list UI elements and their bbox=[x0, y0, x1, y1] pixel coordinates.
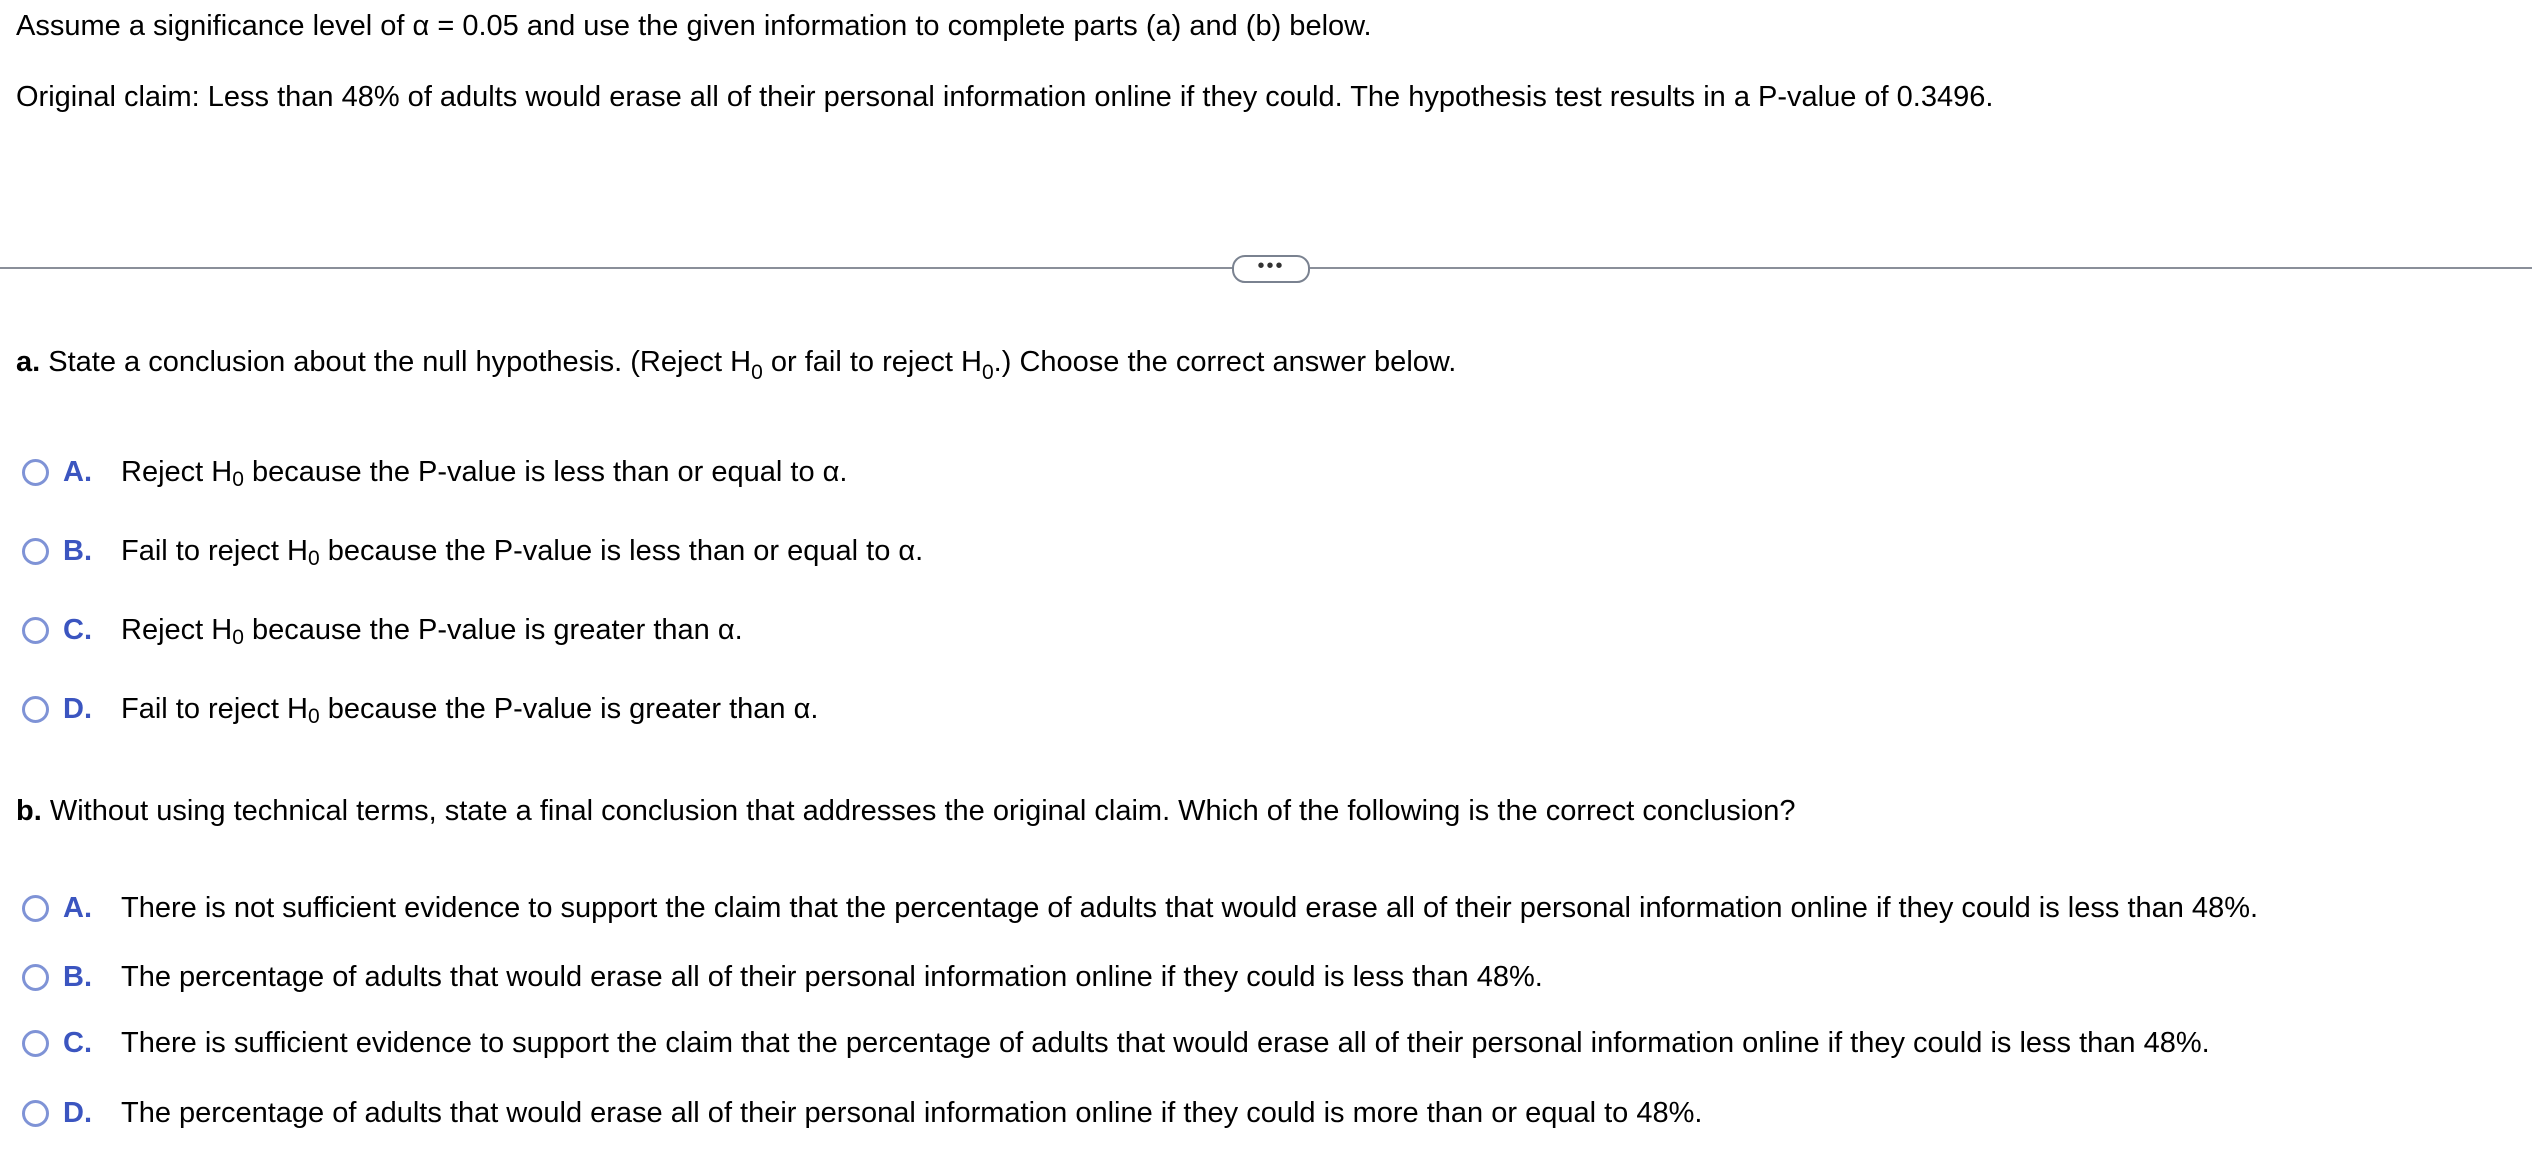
part-a-question bbox=[16, 344, 1456, 383]
radio-button[interactable] bbox=[22, 617, 49, 644]
part-b-option-d[interactable] bbox=[22, 1095, 1702, 1131]
part-b-label: b. bbox=[16, 795, 42, 827]
option-letter: C. bbox=[63, 1027, 92, 1059]
part-b-option-b[interactable] bbox=[22, 959, 1543, 995]
option-text: Fail to reject H bbox=[121, 535, 308, 567]
question-text: or fail to reject H bbox=[762, 346, 982, 378]
option-text: because the P-value is greater than α. bbox=[319, 693, 819, 725]
subscript: 0 bbox=[307, 547, 320, 570]
part-b-option-a[interactable] bbox=[22, 890, 2258, 926]
subscript: 0 bbox=[232, 468, 244, 491]
part-a-option-a[interactable] bbox=[22, 454, 847, 490]
option-text: Fail to reject H bbox=[121, 693, 308, 725]
option-text: because the P-value is greater than α. bbox=[243, 614, 743, 646]
radio-button[interactable] bbox=[22, 459, 49, 486]
option-text: because the P-value is less than or equal to α. bbox=[319, 535, 924, 567]
question-text: State a conclusion about the null hypothesis. (Reject H bbox=[48, 346, 752, 378]
option-letter: A. bbox=[63, 892, 92, 924]
subscript: 0 bbox=[232, 626, 244, 649]
option-text: Reject H bbox=[121, 456, 233, 488]
question-text: .) Choose the correct answer below. bbox=[993, 346, 1457, 378]
part-a-option-c[interactable] bbox=[22, 612, 743, 648]
option-text: There is sufficient evidence to support the claim that the percentage of adults that would erase all of their personal information online if they could is less than 48%. bbox=[121, 1027, 2210, 1059]
radio-button[interactable] bbox=[22, 1030, 49, 1057]
original-claim: Original claim: Less than 48% of adults would erase all of their personal information online if they could. The hypothesis test results in a P-value of 0.3496. bbox=[16, 81, 1994, 113]
subscript: 0 bbox=[751, 361, 763, 384]
part-a-option-b[interactable] bbox=[22, 533, 923, 569]
radio-button[interactable] bbox=[22, 538, 49, 565]
subscript: 0 bbox=[981, 361, 994, 384]
instructions: Assume a significance level of α = 0.05 and use the given information to complete parts (a) and (b) below. bbox=[16, 10, 1372, 42]
option-letter: A. bbox=[63, 456, 92, 488]
part-b-question bbox=[16, 793, 1796, 829]
option-text: There is not sufficient evidence to support the claim that the percentage of adults that would erase all of their personal information online if they could is less than 48%. bbox=[121, 892, 2259, 924]
radio-button[interactable] bbox=[22, 895, 49, 922]
option-letter: D. bbox=[63, 1097, 92, 1129]
radio-button[interactable] bbox=[22, 1100, 49, 1127]
option-text: The percentage of adults that would erase all of their personal information online if they could is more than or equal to 48%. bbox=[121, 1097, 1703, 1129]
option-letter: C. bbox=[63, 614, 92, 646]
radio-button[interactable] bbox=[22, 964, 49, 991]
option-text: because the P-value is less than or equal to α. bbox=[243, 456, 848, 488]
option-text: Reject H bbox=[121, 614, 233, 646]
part-a-label: a. bbox=[16, 346, 41, 378]
subscript: 0 bbox=[307, 705, 320, 728]
option-letter: B. bbox=[63, 535, 92, 567]
part-a-option-d[interactable] bbox=[22, 691, 818, 727]
question-text: Without using technical terms, state a final conclusion that addresses the original claim. Which of the following is the correct conclusion? bbox=[49, 795, 1796, 827]
option-letter: B. bbox=[63, 961, 92, 993]
option-letter: D. bbox=[63, 693, 92, 725]
part-b-option-c[interactable] bbox=[22, 1025, 2210, 1061]
more-button[interactable]: ••• bbox=[1232, 255, 1310, 283]
option-text: The percentage of adults that would erase all of their personal information online if they could is less than 48%. bbox=[121, 961, 1543, 993]
radio-button[interactable] bbox=[22, 696, 49, 723]
